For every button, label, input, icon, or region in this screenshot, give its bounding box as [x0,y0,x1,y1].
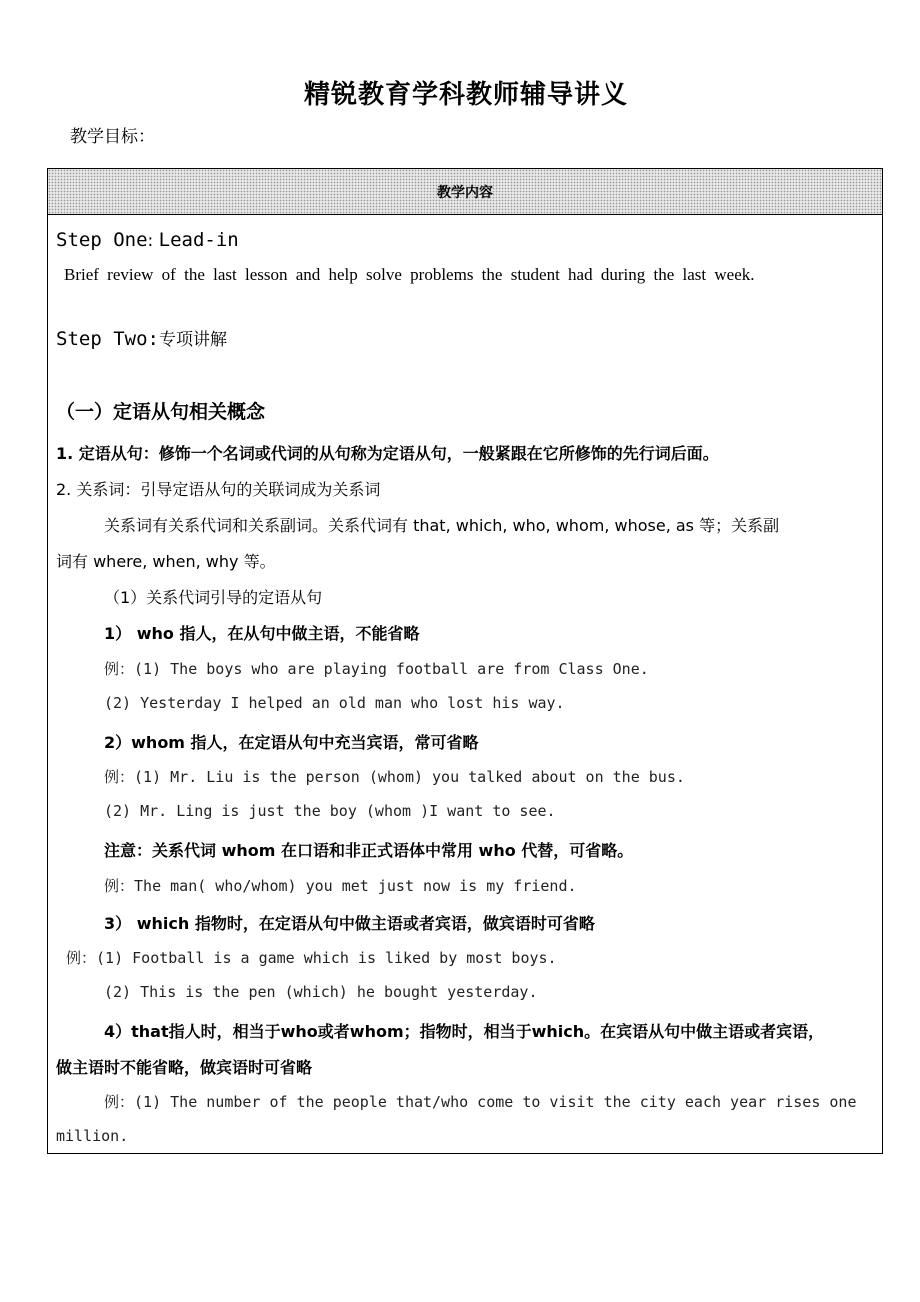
example-3-2: (2) This is the pen (which) he bought yesterday. [104,983,538,1001]
example-prefix: 例： [104,660,135,678]
example-4-1 [104,1091,856,1112]
example-text: (1) The boys who are playing football are from Class One. [134,660,649,678]
example-prefix: 例： [66,949,97,967]
example-text: (1) Mr. Liu is the person (whom) you talked about on the bus. [134,768,685,786]
brief-review: Brief review of the last lesson and help solve problems the student had during the last week. [64,265,755,284]
content-box [47,168,883,1154]
item-1-num: 1） [104,624,132,643]
step-two-text: 专项讲解 [158,330,227,350]
example-3-1 [66,947,557,968]
example-2-1 [104,766,685,787]
item-1-text: who 指人，在从句中做主语，不能省略 [136,624,420,643]
item-4-line-2: 做主语时不能省略，做宾语时可省略 [56,1058,313,1077]
paragraph-line-2: 词有 where, when, why 等。 [56,552,276,571]
step-two-label: Step Two [56,328,148,350]
example-prefix: 例： [104,877,135,895]
point-2: 2. 关系词：引导定语从句的关联词成为关系词 [56,480,381,499]
example-text: The man( who/whom) you met just now is my friend. [134,877,577,895]
item-2 [104,730,479,753]
content-header: 教学内容 [48,169,882,215]
item-3-num: 3） [104,914,132,933]
step-one: Step One: Lead-in [56,229,239,251]
item-2-num: 2） [104,733,132,752]
item-4-line-1: 4）that指人时，相当于who或者whom；指物时，相当于which。在宾语从句中做主语或者宾语， [104,1022,825,1041]
paragraph-line-1: 关系词有关系代词和关系副词。关系代词有 that, which, who, whom, whose, as 等；关系副 [104,516,780,535]
section-heading: （一）定语从句相关概念 [56,401,266,423]
example-note [104,875,577,896]
item-1 [104,621,419,644]
item-2-text: whom 指人，在定语从句中充当宾语，常可省略 [131,733,479,752]
item-3 [104,911,595,934]
subheading-1: （1）关系代词引导的定语从句 [104,588,323,607]
point-1: 1. 定语从句：修饰一个名词或代词的从句称为定语从句，一般紧跟在它所修饰的先行词后面。 [56,444,719,463]
example-text: (1) The number of the people that/who come to visit the city each year rises one [134,1093,857,1111]
example-1-2: (2) Yesterday I helped an old man who lost his way. [104,694,565,712]
example-2-2: (2) Mr. Ling is just the boy (whom )I want to see. [104,802,556,820]
step-one-text: Lead-in [158,229,239,251]
step-two: Step Two:专项讲解 [56,328,227,350]
step-one-label: Step One [56,229,148,251]
page-title: 精锐教育学科教师辅导讲义 [303,80,628,110]
example-prefix: 例： [104,1093,135,1111]
teaching-goal-label: 教学目标： [70,127,155,147]
note: 注意：关系代词 whom 在口语和非正式语体中常用 who 代替，可省略。 [104,841,634,860]
example-1-1 [104,658,649,679]
example-4-2: million. [56,1127,129,1145]
example-text: (1) Football is a game which is liked by most boys. [96,949,557,967]
item-3-text: which 指物时，在定语从句中做主语或者宾语，做宾语时可省略 [136,914,595,933]
example-prefix: 例： [104,768,135,786]
